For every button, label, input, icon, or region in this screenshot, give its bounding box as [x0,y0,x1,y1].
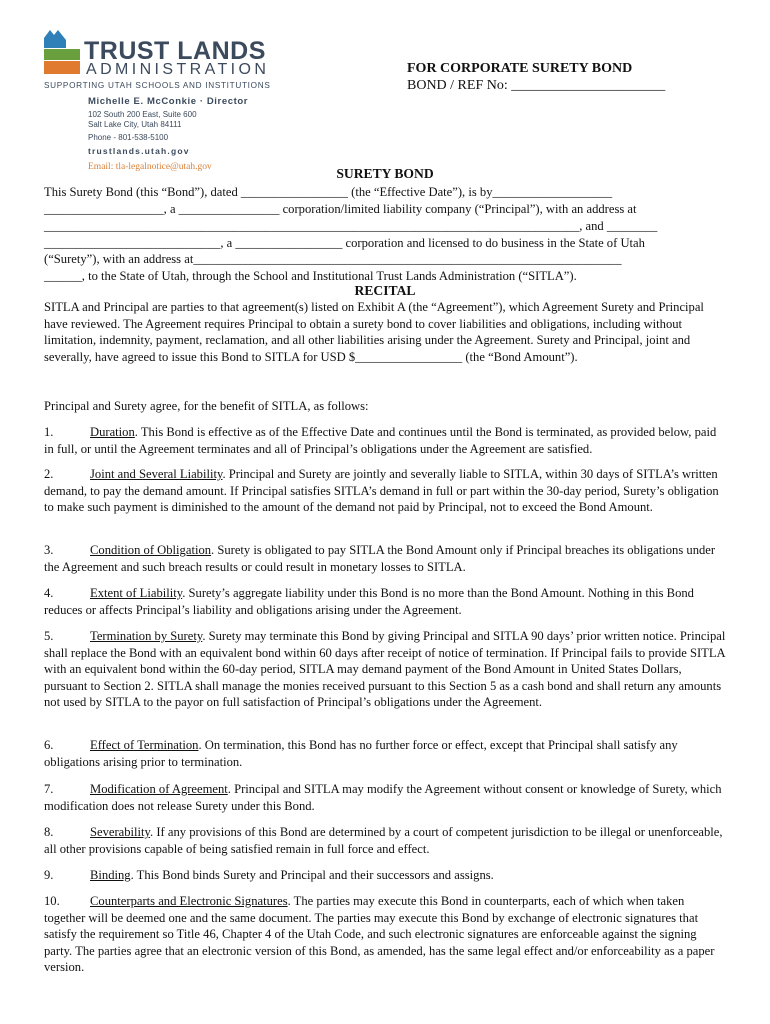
section-heading: Duration [90,425,135,439]
website-link[interactable]: trustlands.utah.gov [88,146,190,156]
section-number: 1. [44,425,54,439]
section-number: 7. [44,782,54,796]
org-name-line1: TRUST LANDS [84,37,266,65]
section-text: . This Bond is effective as of the Effective Date and continues until the Bond is terminated, as provided below, paid in full, or until the Agreement terminates and all of Principal’s obligations under the Agreement are satisfied. [44,425,717,456]
section-text: . Principal and Surety are jointly and severally liable to SITLA, within 30 days of SITLA’s written demand, to pay the demand amount. If Principal satisfies SITLA’s demand in full or part within the 30-day period, Surety’s obligation to make such payment is diminished to the amount of the demand not paid by Principal, not to exceed the Bond Amount. [44,467,719,514]
section-4 [44,585,726,618]
section-number: 5. [44,629,54,643]
section-number: 9. [44,868,54,882]
section-number: 8. [44,825,54,839]
section-text: . Principal and SITLA may modify the Agreement without consent or knowledge of Surety, which modification does not release Surety under this Bond. [44,782,722,813]
trust-lands-logo [44,30,80,74]
address-line1: 102 South 200 East, Suite 600 [88,110,197,119]
section-heading: Extent of Liability [90,586,183,600]
section-8 [44,824,726,857]
section-number: 10. [44,894,60,908]
intro-line: This Surety Bond (this “Bond”), dated _________________ (the “Effective Date”), is by___________________ [44,185,613,199]
org-tagline: SUPPORTING UTAH SCHOOLS AND INSTITUTIONS [44,81,271,90]
document-title: SURETY BOND [336,166,434,181]
section-text: . If any provisions of this Bond are determined by a court of competent jurisdiction to be illegal or unenforceable, all other provisions capable of being satisfied remain in full force and effect. [44,825,723,856]
section-3 [44,542,726,575]
recital-text: SITLA and Principal are parties to that agreement(s) listed on Exhibit A (the “Agreement”), which Agreement Surety and Principal have reviewed. The Agreement requires Principal to obtain a surety bond to cover liabilities and obligations, including without limitation, indemnity, payment, reclamation, and all other liabilities arising under the Agreement. Surety and Principal, joint and severally, have agreed to issue this Bond to SITLA for USD $_________________ (the “Bond Amount”). [44,300,704,364]
section-heading: Modification of Agreement [90,782,228,796]
agreement-intro: Principal and Surety agree, for the benefit of SITLA, as follows: [44,399,369,413]
section-number: 4. [44,586,54,600]
section-heading: Condition of Obligation [90,543,212,557]
section-1 [44,424,726,457]
section-number: 2. [44,467,54,481]
section-text: . This Bond binds Surety and Principal and their successors and assigns. [130,868,494,882]
section-7 [44,781,726,814]
section-text: . On termination, this Bond has no further force or effect, except that Principal shall satisfy any obligations arising prior to termination. [44,738,678,769]
section-text: . The parties may execute this Bond in counterparts, each of which when taken together will be deemed one and the same document. The parties may execute this Bond by exchange of electronic signatures that satisfy the requirement so Title 46, Chapter 4 of the Utah Code, and such electronic signatures are enforceable against the signing party. The parties agree that an electronic version of this Bond, as amended, has the same legal effect and/or enforceability as a paper version. [44,894,715,974]
section-heading: Effect of Termination [90,738,199,752]
section-5 [44,628,726,711]
bond-form-title: FOR CORPORATE SURETY BOND [407,61,633,76]
section-heading: Counterparts and Electronic Signatures [90,894,288,908]
section-9 [44,867,726,884]
org-name-line2: ADMINISTRATION [86,61,270,78]
section-heading: Termination by Surety [90,629,203,643]
section-text: . Surety is obligated to pay SITLA the Bond Amount only if Principal breaches its obligations under the Agreement and such breach results or could result in monetary losses to SITLA. [44,543,716,574]
email-link[interactable]: Email: tla-legalnotice@utah.gov [88,162,212,172]
intro-line: ____________________________, a _________________ corporation and licensed to do business in the State of Utah [44,236,645,250]
section-text: . Surety’s aggregate liability under this Bond is no more than the Bond Amount. Nothing in this Bond reduces or affects Principal’s liability and obligations arising under the Agreement. [44,586,694,617]
intro-line: ______, to the State of Utah, through the School and Institutional Trust Lands Administration (“SITLA”). [44,269,577,283]
section-10 [44,893,726,976]
director-name: Michelle E. McConkie · Director [88,96,249,107]
bond-ref-field: BOND / REF No: ______________________ [407,78,666,93]
section-heading: Joint and Several Liability [90,467,223,481]
section-number: 3. [44,543,54,557]
section-6 [44,737,726,770]
address-line2: Salt Lake City, Utah 84111 [88,120,182,129]
section-text: . Surety may terminate this Bond by giving Principal and SITLA 90 days’ prior written notice. Principal shall replace the Bond with an equivalent bond within 60 days after receipt of notice of termination. If Principal fails to provide SITLA with an equivalent bond within the 60-day period, SITLA may demand payment of the Bond Amount in United States Dollars, pursuant to Section 2. SITLA shall manage the monies received pursuant to this Section 5 as a cash bond and shall return any amounts not used by SITLA to the payor on full satisfaction of Principal’s obligations under the Agreement. [44,629,726,709]
recital-heading: RECITAL [354,283,416,298]
section-heading: Binding [90,868,131,882]
intro-line: (“Surety”), with an address at____________________________________________________________________ [44,252,622,266]
section-2 [44,466,726,516]
section-heading: Severability [90,825,151,839]
intro-line: ___________________, a ________________ corporation/limited liability company (“Principal”), with an address at [44,202,637,216]
intro-line: _____________________________________________________________________________________, and ________ [44,219,658,233]
phone-number: Phone - 801-538-5100 [88,133,169,142]
section-number: 6. [44,738,54,752]
